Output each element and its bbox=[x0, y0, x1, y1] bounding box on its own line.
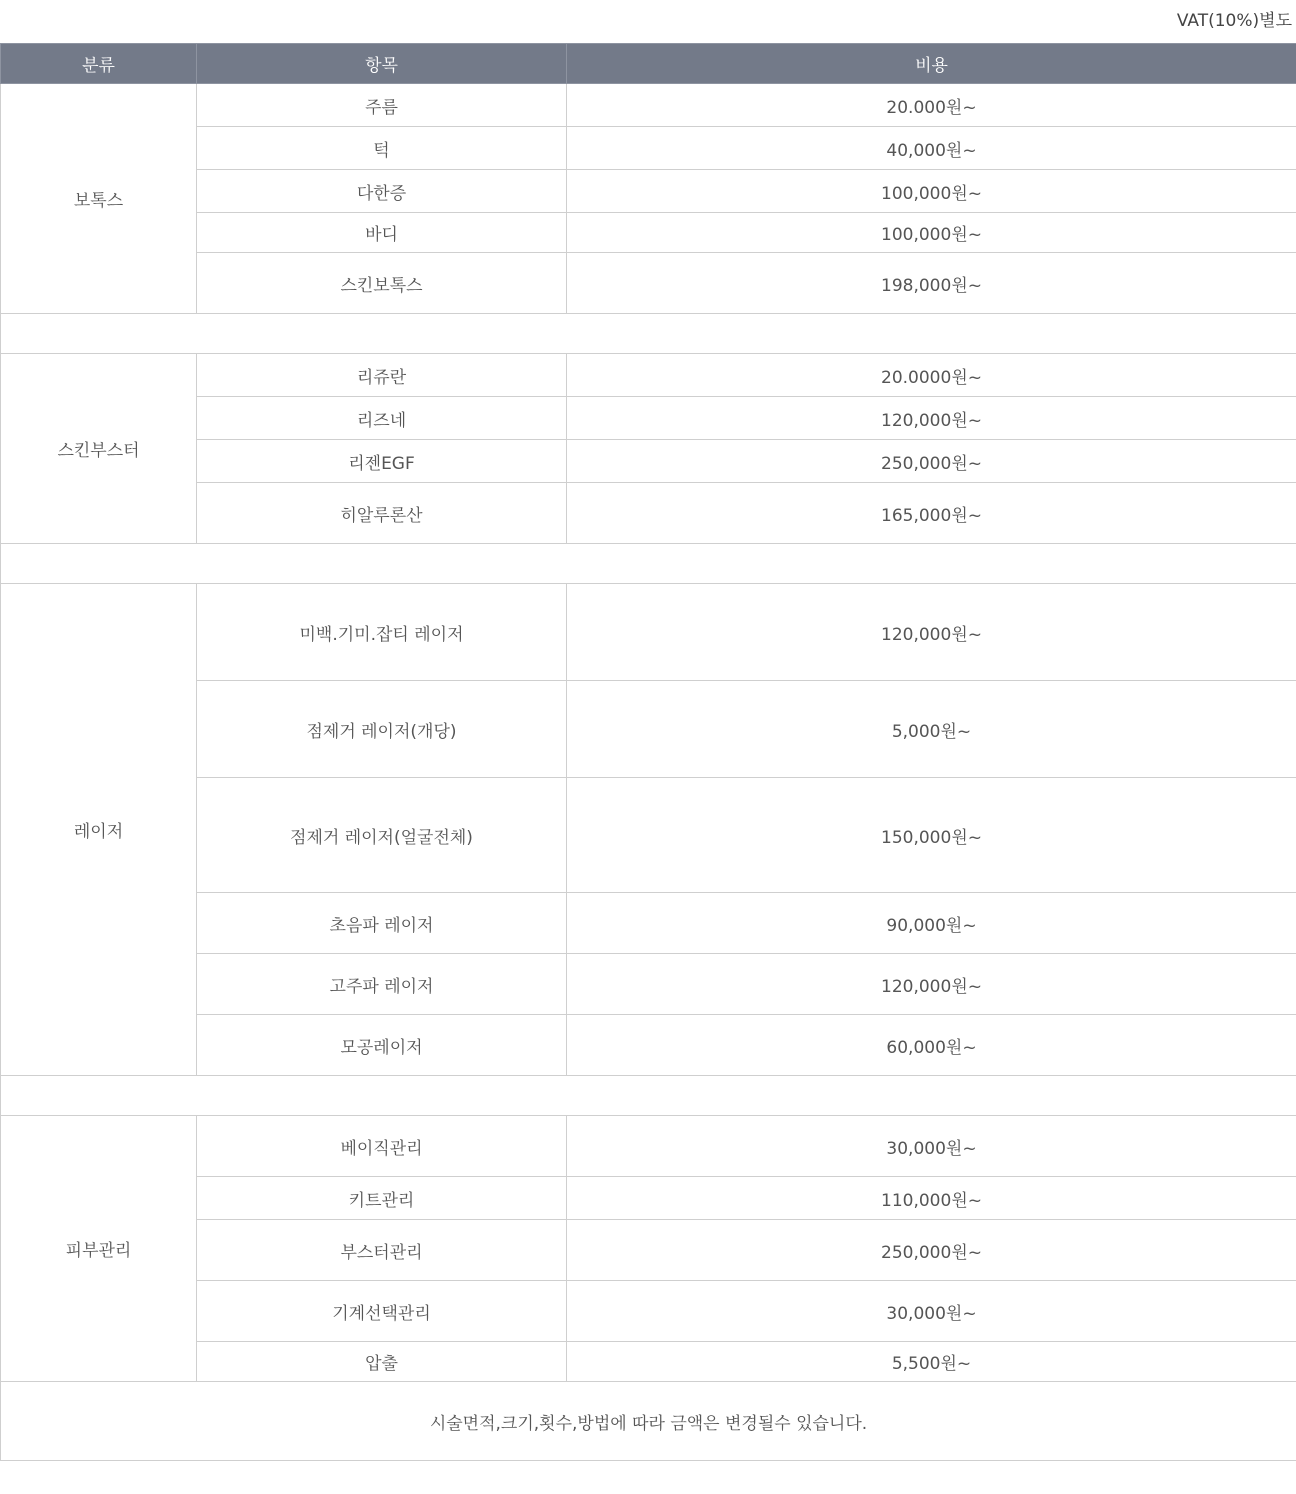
cost-cell: 20.000원~ bbox=[567, 84, 1296, 127]
cost-cell: 100,000원~ bbox=[567, 213, 1296, 253]
item-cell: 초음파 레이저 bbox=[197, 893, 567, 954]
vat-note: VAT(10%)별도 bbox=[1176, 11, 1292, 31]
category-cell: 보톡스 bbox=[1, 84, 197, 314]
table-row bbox=[1, 584, 1296, 681]
item-cell: 턱 bbox=[197, 127, 567, 170]
item-cell: 점제거 레이저(개당) bbox=[197, 681, 567, 778]
spacer-cell bbox=[1, 314, 1296, 354]
item-cell: 압출 bbox=[197, 1342, 567, 1382]
spacer-row bbox=[1, 1076, 1296, 1116]
item-cell: 점제거 레이저(얼굴전체) bbox=[197, 778, 567, 893]
item-cell: 리쥬란 bbox=[197, 354, 567, 397]
header-cost: 비용 bbox=[567, 44, 1296, 84]
cost-cell: 90,000원~ bbox=[567, 893, 1296, 954]
cost-cell: 30,000원~ bbox=[567, 1116, 1296, 1177]
item-cell: 리젠EGF bbox=[197, 440, 567, 483]
item-cell: 바디 bbox=[197, 213, 567, 253]
item-cell: 다한증 bbox=[197, 170, 567, 213]
cost-cell: 100,000원~ bbox=[567, 170, 1296, 213]
item-cell: 모공레이저 bbox=[197, 1015, 567, 1076]
cost-cell: 250,000원~ bbox=[567, 1220, 1296, 1281]
spacer-row bbox=[1, 314, 1296, 354]
cost-cell: 60,000원~ bbox=[567, 1015, 1296, 1076]
table-row bbox=[1, 354, 1296, 397]
cost-cell: 120,000원~ bbox=[567, 397, 1296, 440]
cost-cell: 250,000원~ bbox=[567, 440, 1296, 483]
spacer-cell bbox=[1, 1076, 1296, 1116]
cost-cell: 150,000원~ bbox=[567, 778, 1296, 893]
cost-cell: 165,000원~ bbox=[567, 483, 1296, 544]
category-cell: 스킨부스터 bbox=[1, 354, 197, 544]
table-row bbox=[1, 84, 1296, 127]
cost-cell: 5,500원~ bbox=[567, 1342, 1296, 1382]
item-cell: 주름 bbox=[197, 84, 567, 127]
table-row bbox=[1, 1116, 1296, 1177]
item-cell: 고주파 레이저 bbox=[197, 954, 567, 1015]
spacer-cell bbox=[1, 544, 1296, 584]
item-cell: 부스터관리 bbox=[197, 1220, 567, 1281]
item-cell: 히알루론산 bbox=[197, 483, 567, 544]
price-table bbox=[0, 43, 1296, 1461]
cost-cell: 110,000원~ bbox=[567, 1177, 1296, 1220]
header-category: 분류 bbox=[1, 44, 197, 84]
item-cell: 미백.기미.잡티 레이저 bbox=[197, 584, 567, 681]
footer-row bbox=[1, 1382, 1296, 1461]
table-header-row bbox=[1, 44, 1296, 84]
item-cell: 베이직관리 bbox=[197, 1116, 567, 1177]
footer-note: 시술면적,크기,횟수,방법에 따라 금액은 변경될수 있습니다. bbox=[1, 1382, 1296, 1461]
cost-cell: 198,000원~ bbox=[567, 253, 1296, 314]
cost-cell: 30,000원~ bbox=[567, 1281, 1296, 1342]
header-item: 항목 bbox=[197, 44, 567, 84]
item-cell: 스킨보톡스 bbox=[197, 253, 567, 314]
spacer-row bbox=[1, 544, 1296, 584]
cost-cell: 20.0000원~ bbox=[567, 354, 1296, 397]
cost-cell: 5,000원~ bbox=[567, 681, 1296, 778]
category-cell: 레이저 bbox=[1, 584, 197, 1076]
item-cell: 리즈네 bbox=[197, 397, 567, 440]
cost-cell: 120,000원~ bbox=[567, 954, 1296, 1015]
cost-cell: 120,000원~ bbox=[567, 584, 1296, 681]
category-cell: 피부관리 bbox=[1, 1116, 197, 1382]
cost-cell: 40,000원~ bbox=[567, 127, 1296, 170]
item-cell: 키트관리 bbox=[197, 1177, 567, 1220]
item-cell: 기계선택관리 bbox=[197, 1281, 567, 1342]
